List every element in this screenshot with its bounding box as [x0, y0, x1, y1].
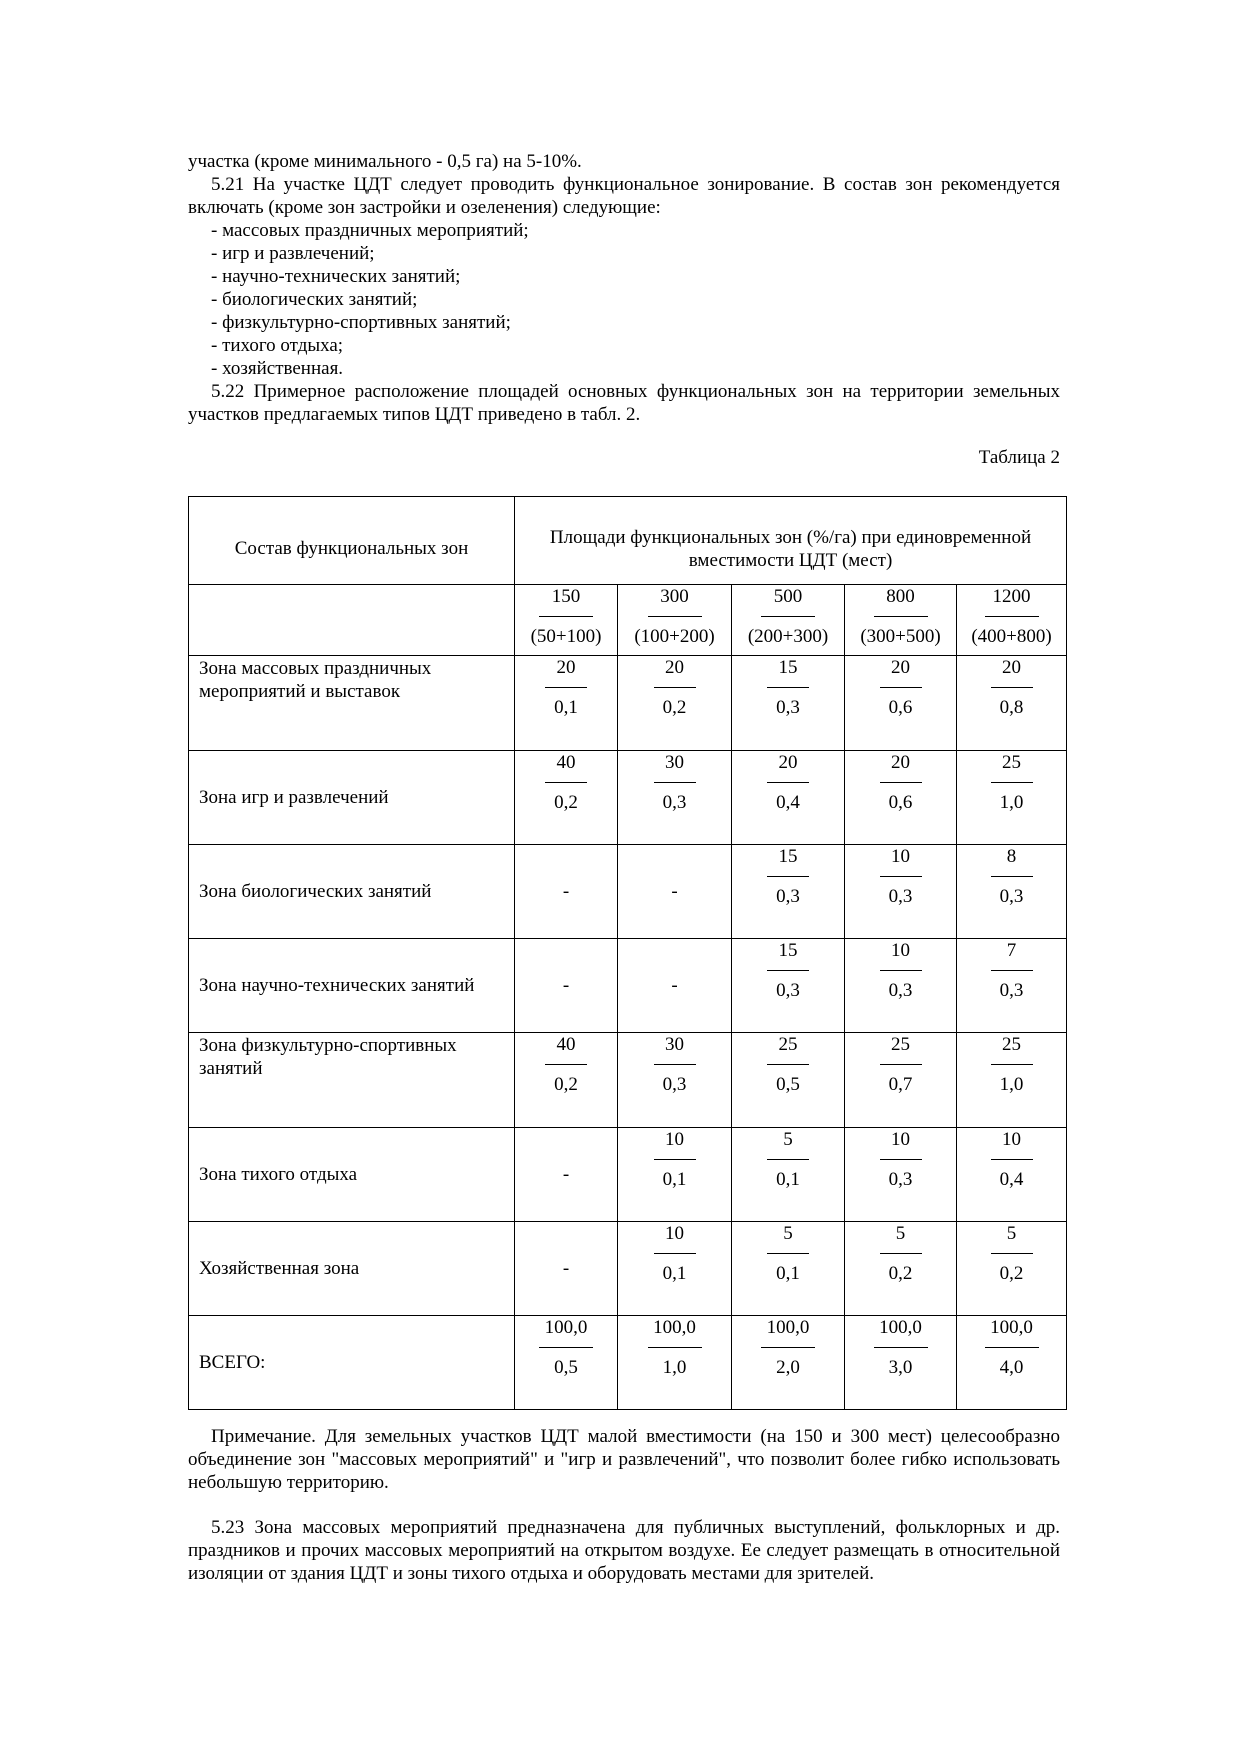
dash-cell: - [515, 845, 618, 939]
fraction-numerator: 100,0 [990, 1317, 1033, 1338]
fraction [957, 585, 1066, 648]
fraction [732, 656, 844, 719]
fraction [845, 1316, 956, 1379]
fraction [618, 1316, 731, 1379]
fraction [845, 1222, 956, 1285]
fraction-denominator: 0,8 [999, 697, 1024, 718]
fraction-bar [991, 782, 1033, 783]
fraction [732, 585, 844, 648]
value-cell [732, 1316, 845, 1410]
table-row [189, 1316, 1067, 1410]
fraction-denominator: 0,3 [662, 792, 687, 813]
value-cell [957, 751, 1067, 845]
zone-name-cell: Зона массовых праздничных мероприятий и выставок [189, 656, 515, 751]
fraction [845, 939, 956, 1002]
value-cell [957, 1316, 1067, 1410]
fraction-denominator: 0,2 [554, 792, 578, 813]
fraction-denominator: (100+200) [634, 626, 715, 647]
fraction-denominator: 0,4 [776, 792, 800, 813]
capacity-row [189, 585, 1067, 656]
fraction-bar [767, 876, 809, 877]
fraction [732, 1222, 844, 1285]
value-cell [845, 656, 957, 751]
table-note: Примечание. Для земельных участков ЦДТ малой вместимости (на 150 и 300 мест) целесообразно объединение зон "массовых мероприятий" и "игр и развлечений", что позволит более гибко использовать небольшую территорию. [188, 1426, 1060, 1493]
fraction-bar [880, 782, 922, 783]
value-cell [845, 939, 957, 1033]
fraction-numerator: 15 [778, 940, 798, 961]
value-cell [618, 1128, 732, 1222]
zone-list-item: - физкультурно-спортивных занятий; [211, 312, 511, 333]
fraction [957, 1033, 1066, 1096]
fraction-denominator: (400+800) [971, 626, 1052, 647]
value-cell [957, 939, 1067, 1033]
fraction-bar [648, 616, 702, 617]
fraction-bar [654, 1159, 696, 1160]
fraction-bar [880, 1159, 922, 1160]
fraction-denominator: 4,0 [999, 1357, 1024, 1378]
fraction-denominator: 0,2 [999, 1263, 1024, 1284]
fraction-denominator: 0,4 [999, 1169, 1024, 1190]
zone-name-cell: Зона биологических занятий [189, 845, 515, 939]
fraction-denominator: 0,3 [888, 886, 913, 907]
table-caption: Таблица 2 [978, 447, 1060, 468]
fraction-denominator: 0,7 [888, 1074, 913, 1095]
fraction [957, 1222, 1066, 1285]
header-areas-text: Площади функциональных зон (%/га) при единовременной вместимости ЦДТ (мест) [549, 526, 1032, 571]
value-cell [515, 656, 618, 751]
fraction-bar [880, 970, 922, 971]
fraction-numerator: 5 [783, 1223, 793, 1244]
fraction-bar [767, 1253, 809, 1254]
value-cell [732, 939, 845, 1033]
fraction-denominator: (200+300) [747, 626, 829, 647]
fraction-numerator: 100,0 [544, 1317, 588, 1338]
value-cell [732, 1128, 845, 1222]
zone-name-cell: Зона тихого отдыха [189, 1128, 515, 1222]
paragraph-5-23-block [188, 1497, 1060, 1604]
fraction-bar [654, 1253, 696, 1254]
fraction-numerator: 800 [886, 586, 915, 607]
fraction-denominator: 0,3 [888, 1169, 913, 1190]
capacity-empty-cell [189, 585, 515, 656]
fraction-numerator: 20 [665, 657, 684, 678]
value-cell [845, 1033, 957, 1128]
fraction-numerator: 100,0 [766, 1317, 810, 1338]
fraction-numerator: 40 [556, 1034, 576, 1055]
fraction [732, 939, 844, 1002]
capacity-cell [618, 585, 732, 656]
fraction-numerator: 10 [891, 940, 910, 961]
fraction [515, 1316, 617, 1379]
fraction-denominator: 0,6 [888, 792, 913, 813]
fraction-numerator: 8 [1006, 846, 1017, 867]
table-row [189, 1033, 1067, 1128]
fraction-denominator: 1,0 [999, 792, 1024, 813]
fraction-bar [761, 1347, 815, 1348]
fraction-denominator: (50+100) [530, 626, 602, 647]
fraction-denominator: 0,1 [776, 1169, 800, 1190]
fraction-bar [767, 687, 809, 688]
fraction-bar [545, 687, 587, 688]
capacity-cell [515, 585, 618, 656]
dash-cell: - [515, 1222, 618, 1316]
header-areas [515, 497, 1067, 585]
fraction-numerator: 10 [665, 1129, 684, 1150]
fraction [618, 751, 731, 814]
dash-cell: - [515, 939, 618, 1033]
fraction [845, 585, 956, 648]
value-cell [618, 656, 732, 751]
table-row [189, 1128, 1067, 1222]
paragraph-5-22: 5.22 Примерное расположение площадей основных функциональных зон на территории земельных участков предлагаемых типов ЦДТ приведено в табл. 2. [188, 381, 1060, 425]
fraction-denominator: 0,1 [776, 1263, 800, 1284]
fraction-numerator: 25 [891, 1034, 910, 1055]
fraction-bar [654, 782, 696, 783]
fraction [957, 845, 1066, 908]
fraction-denominator: 3,0 [888, 1357, 913, 1378]
fraction-bar [545, 1064, 587, 1065]
zone-list-item: - тихого отдыха; [211, 335, 344, 356]
fraction-bar [880, 876, 922, 877]
fraction-bar [874, 1347, 928, 1348]
zone-name-cell: Зона игр и развлечений [189, 751, 515, 845]
value-cell [732, 1222, 845, 1316]
fraction-denominator: 0,3 [888, 980, 913, 1001]
value-cell [845, 845, 957, 939]
fraction-numerator: 25 [1002, 752, 1022, 773]
fraction-numerator: 100,0 [653, 1317, 696, 1338]
fraction-denominator: 0,1 [554, 697, 578, 718]
value-cell [957, 1128, 1067, 1222]
fraction-numerator: 5 [783, 1129, 793, 1150]
fraction-numerator: 150 [551, 586, 581, 607]
zone-name-cell: Зона физкультурно-спортивных занятий [189, 1033, 515, 1128]
fraction-numerator: 20 [891, 752, 910, 773]
fraction-bar [991, 1253, 1033, 1254]
zone-list-item: - биологических занятий; [211, 289, 418, 310]
zone-list-item: - научно-технических занятий; [211, 266, 461, 287]
fraction-denominator: 1,0 [662, 1357, 687, 1378]
fraction-numerator: 25 [778, 1034, 798, 1055]
fraction-numerator: 10 [665, 1223, 684, 1244]
fraction-denominator: 0,3 [776, 886, 800, 907]
fraction-bar [985, 616, 1039, 617]
value-cell [957, 1033, 1067, 1128]
fraction-numerator: 10 [891, 1129, 910, 1150]
fraction-bar [991, 687, 1033, 688]
fraction-numerator: 20 [1002, 657, 1022, 678]
value-cell [845, 1316, 957, 1410]
fraction-bar [991, 1064, 1033, 1065]
fraction-denominator: 0,5 [776, 1074, 800, 1095]
fraction-bar [874, 616, 928, 617]
zones-table [188, 496, 1067, 1410]
capacity-cell [732, 585, 845, 656]
capacity-cell [845, 585, 957, 656]
fraction [618, 1128, 731, 1191]
fraction [618, 585, 731, 648]
dash-cell: - [618, 845, 732, 939]
fraction [732, 751, 844, 814]
fraction-numerator: 100,0 [879, 1317, 922, 1338]
fraction-denominator: 0,2 [888, 1263, 913, 1284]
fraction-denominator: 0,2 [554, 1074, 578, 1095]
fraction-denominator: 0,3 [999, 980, 1024, 1001]
intro-block [188, 150, 1060, 426]
fraction [732, 1128, 844, 1191]
zone-list-item: - хозяйственная. [211, 358, 344, 379]
paragraph-5-21: 5.21 На участке ЦДТ следует проводить функциональное зонирование. В состав зон рекомендуется включать (кроме зон застройки и озеленения) следующие: [188, 174, 1060, 218]
fraction [845, 1033, 956, 1096]
fraction-numerator: 25 [1002, 1034, 1022, 1055]
capacity-cell [957, 585, 1067, 656]
fraction-bar [539, 1347, 593, 1348]
value-cell [845, 751, 957, 845]
value-cell [957, 845, 1067, 939]
fraction [845, 656, 956, 719]
zone-name-cell: Зона научно-технических занятий [189, 939, 515, 1033]
value-cell [732, 751, 845, 845]
fraction-bar [761, 616, 815, 617]
fraction-bar [880, 687, 922, 688]
fraction-bar [880, 1064, 922, 1065]
fraction [618, 1033, 731, 1096]
fraction [845, 751, 956, 814]
value-cell [618, 751, 732, 845]
fraction-numerator: 20 [778, 752, 798, 773]
value-cell [618, 1316, 732, 1410]
fraction [957, 751, 1066, 814]
fraction-numerator: 30 [665, 752, 684, 773]
fraction [515, 585, 617, 648]
fraction-denominator: 0,6 [888, 697, 913, 718]
fraction-bar [654, 687, 696, 688]
fraction-denominator: 0,1 [662, 1169, 687, 1190]
fraction-numerator: 7 [1006, 940, 1017, 961]
fraction [618, 656, 731, 719]
fraction-numerator: 40 [556, 752, 576, 773]
value-cell [845, 1128, 957, 1222]
fraction-bar [648, 1347, 702, 1348]
paragraph-continuation: участка (кроме минимального - 0,5 га) на 5-10%. [188, 151, 582, 172]
fraction-denominator: 0,3 [662, 1074, 687, 1095]
fraction-denominator: 0,3 [776, 980, 800, 1001]
table-row [189, 1222, 1067, 1316]
fraction-bar [767, 1159, 809, 1160]
table-row [189, 939, 1067, 1033]
fraction-denominator: 1,0 [999, 1074, 1024, 1095]
paragraph-5-23: 5.23 Зона массовых мероприятий предназначена для публичных выступлений, фольклорных и др. праздников и прочих массовых мероприятий на открытом воздухе. Ее следует размещать в относительной изоляции от здания ЦДТ и зоны тихого отдыха и оборудовать местами для зрителей. [188, 1517, 1060, 1584]
fraction-bar [991, 876, 1033, 877]
fraction [618, 1222, 731, 1285]
value-cell [732, 656, 845, 751]
header-zones [189, 497, 515, 585]
fraction [732, 1033, 844, 1096]
fraction-bar [880, 1253, 922, 1254]
value-cell [957, 1222, 1067, 1316]
fraction-bar [539, 616, 593, 617]
fraction [957, 656, 1066, 719]
zone-name-cell: Хозяйственная зона [189, 1222, 515, 1316]
table-row [189, 751, 1067, 845]
fraction-numerator: 30 [665, 1034, 684, 1055]
value-cell [515, 1033, 618, 1128]
fraction [845, 1128, 956, 1191]
value-cell [618, 1222, 732, 1316]
value-cell [618, 1033, 732, 1128]
fraction [732, 845, 844, 908]
fraction-bar [767, 970, 809, 971]
fraction [515, 1033, 617, 1096]
fraction-denominator: 2,0 [776, 1357, 800, 1378]
fraction-denominator: 0,3 [776, 697, 800, 718]
fraction-numerator: 500 [773, 586, 803, 607]
fraction-bar [991, 1159, 1033, 1160]
fraction-numerator: 20 [891, 657, 910, 678]
dash-cell: - [515, 1128, 618, 1222]
fraction-numerator: 10 [1002, 1129, 1022, 1150]
table-row [189, 845, 1067, 939]
fraction-denominator: 0,3 [999, 886, 1024, 907]
fraction-denominator: 0,2 [662, 697, 687, 718]
fraction [957, 939, 1066, 1002]
fraction-denominator: (300+500) [860, 626, 941, 647]
fraction-numerator: 20 [556, 657, 576, 678]
fraction-bar [545, 782, 587, 783]
zone-list-item: - игр и развлечений; [211, 243, 375, 264]
value-cell [732, 1033, 845, 1128]
dash-cell: - [618, 939, 732, 1033]
fraction-numerator: 15 [778, 846, 798, 867]
fraction [732, 1316, 844, 1379]
table-header-row [189, 497, 1067, 585]
fraction-denominator: 0,1 [662, 1263, 687, 1284]
fraction-denominator: 0,5 [554, 1357, 578, 1378]
fraction-numerator: 15 [778, 657, 798, 678]
fraction-bar [991, 970, 1033, 971]
fraction-numerator: 10 [891, 846, 910, 867]
table-row [189, 656, 1067, 751]
fraction-numerator: 5 [895, 1223, 906, 1244]
zone-list-item: - массовых праздничных мероприятий; [211, 220, 529, 241]
fraction-numerator: 5 [1006, 1223, 1017, 1244]
fraction [515, 656, 617, 719]
value-cell [845, 1222, 957, 1316]
fraction-bar [654, 1064, 696, 1065]
fraction-numerator: 1200 [992, 586, 1031, 607]
fraction-bar [767, 782, 809, 783]
value-cell [732, 845, 845, 939]
fraction-numerator: 300 [660, 586, 689, 607]
fraction-bar [985, 1347, 1039, 1348]
fraction [515, 751, 617, 814]
value-cell [515, 1316, 618, 1410]
header-zones-text: Состав функциональных зон [234, 538, 469, 559]
value-cell [957, 656, 1067, 751]
zone-name-cell: ВСЕГО: [189, 1316, 515, 1410]
value-cell [515, 751, 618, 845]
fraction [845, 845, 956, 908]
fraction [957, 1316, 1066, 1379]
fraction-bar [767, 1064, 809, 1065]
fraction [957, 1128, 1066, 1191]
